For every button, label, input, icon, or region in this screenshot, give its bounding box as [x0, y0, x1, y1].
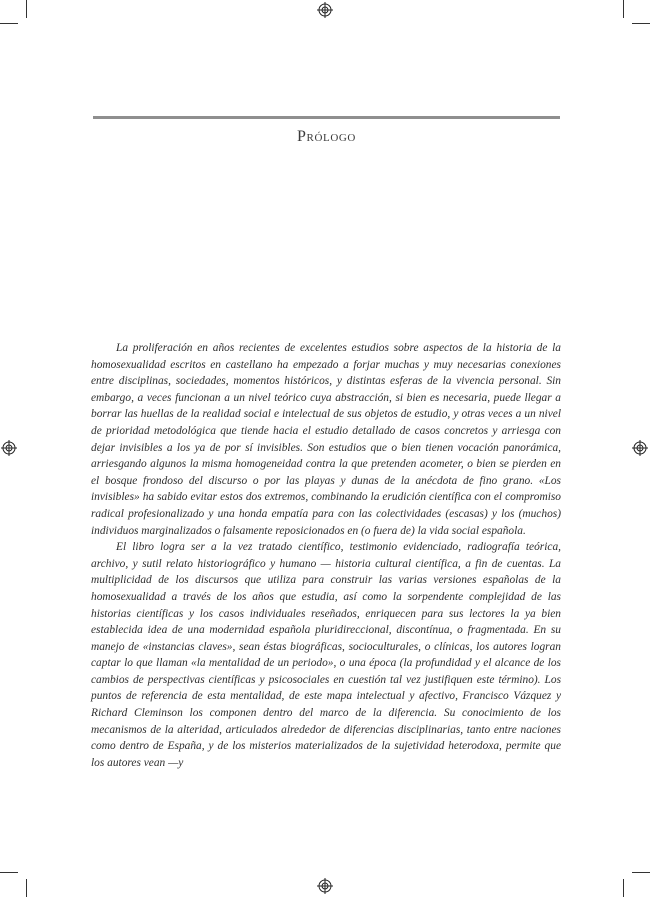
crop-mark-top-left-h: [0, 23, 18, 24]
crop-mark-top-right-v: [623, 0, 624, 18]
crop-mark-top-left-v: [26, 0, 27, 18]
crop-mark-top-right-h: [632, 23, 650, 24]
registration-mark-icon: [1, 440, 17, 456]
chapter-heading-rule: [93, 116, 560, 119]
crop-mark-bottom-left-v: [26, 879, 27, 897]
registration-mark-icon: [632, 440, 648, 456]
paragraph: El libro logra ser a la vez tratado científico, testimonio evidenciado, radiografía teórica, archivo, y sutil relato historiográfico y humano — historia cultural científica, a fin de cuentas. La multiplicidad de los discursos que utiliza para construir las varias versiones españolas de la homosexualidad a través de los años que estudia, así como la sorpendente complejidad de las historias científicas y los casos individuales reseñados, enriquecen para sus lectores la ya bien establecida idea de una modernidad española pluridireccional, discontínua, o fragmentada. En su manejo de «instancias claves», sean éstas biográficas, socioculturales, o clínicas, los autores logran captar lo que llaman «la mentalidad de un periodo», o una época (la profundidad y el alcance de los cambios de perspectivas científicas y psicosociales en cuestión tal vez justifiquen este término). Los puntos de referencia de esta mentalidad, de este mapa intelectual y afectivo, Francisco Vázquez y Richard Cleminson los componen dentro del marco de la diferencia. Su conocimiento de los mecanismos de la alteridad, articulados alrededor de diferencias disciplinarias, tanto entre naciones como dentro de España, y de los misterios materializados de la sujetividad heterodoxa, permite que los autores vean —y: [91, 541, 561, 769]
prologue-body: [91, 340, 561, 771]
crop-mark-bottom-right-h: [632, 872, 650, 873]
crop-mark-bottom-left-h: [0, 872, 18, 873]
registration-mark-icon: [317, 2, 333, 18]
registration-mark-icon: [317, 878, 333, 894]
paragraph: La proliferación en años recientes de excelentes estudios sobre aspectos de la historia de la homosexualidad escritos en castellano ha empezado a forjar muchas y muy necesarias conexiones entre disciplinas, sociedades, momentos históricos, y distintas esferas de la vivencia personal. Sin embargo, a veces funcionan a un nivel teórico cuya abstracción, si bien es necesaria, puede llegar a borrar las huellas de la realidad social e intelectual de sus objetos de estudio, y otras veces a un nivel de prioridad metodológica que tiende hacia el estudio detallado de casos concretos y arriesga con dejar invisibles a los ya de por sí invisibles. Son estudios que o bien tienen vocación panorámica, arriesgando algunos la misma homogeneidad contra la que pretenden acometer, o bien se pierden en el bosque frondoso del discurso o por las playas y dunas de la anécdota de fino grano. «Los invisibles» ha sabido evitar estos dos extremos, combinando la erudición científica con el compromiso radical profesionalizado y una honda empatía para con las colectividades (escasas) y los (muchos) individuos marginalizados o falsamente reposicionados en (o fuera de) la vida social española.: [91, 342, 561, 537]
page-title: Prólogo: [297, 128, 356, 145]
crop-mark-bottom-right-v: [623, 879, 624, 897]
